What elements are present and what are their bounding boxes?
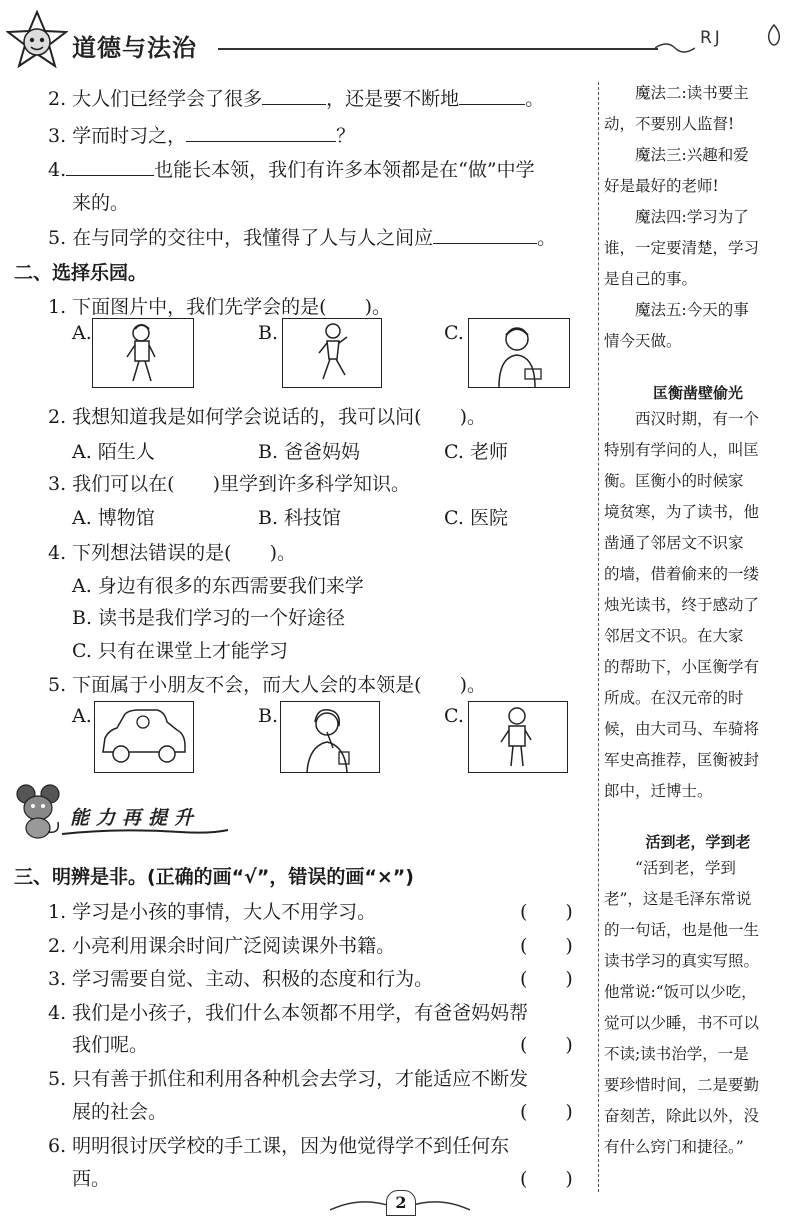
fill-q5-text-b: 。 — [537, 227, 557, 249]
fill-q4-text-b: 也能长本领，我们有许多本领都是在“做”中学 — [154, 159, 535, 181]
choice-q5: 5. 下面属于小朋友不会，而大人会的本领是( )。 — [48, 674, 486, 696]
choice-q4-opt-c[interactable]: C. 只有在课堂上才能学习 — [72, 640, 288, 662]
judge-item-1: 1. 学习是小孩的事情，大人不用学习。 — [48, 901, 377, 923]
star-mascot-icon — [6, 10, 68, 72]
sidebar-line: 军史高推荐，匡衡被封 — [604, 751, 760, 769]
fill-q2 — [48, 84, 544, 111]
fill-q2-text-c: 。 — [525, 88, 545, 110]
fill-q3 — [48, 121, 355, 148]
walking-child-picture — [92, 318, 194, 388]
page-footer — [330, 1188, 470, 1214]
judge-item-6: 6. 明明很讨厌学校的手工课，因为他觉得学不到任何东 — [48, 1135, 510, 1157]
choice-q3-opt-c[interactable]: C. 医院 — [444, 507, 508, 529]
running-child-picture — [282, 318, 382, 388]
answer-blank[interactable] — [66, 159, 154, 176]
walking-child-icon — [93, 319, 193, 387]
choice-q3-opt-b[interactable]: B. 科技馆 — [258, 507, 342, 529]
judge-item-5-cont: 展的社会。 — [72, 1101, 168, 1123]
toothbrush-person-icon — [281, 702, 379, 772]
page-number: 2 — [386, 1190, 416, 1216]
choice-q5-opt-b[interactable]: B. — [258, 705, 279, 727]
driving-car-picture — [94, 701, 194, 773]
header-title: 道德与法治 — [72, 34, 197, 62]
answer-blank[interactable] — [262, 88, 326, 105]
choice-q1-opt-b[interactable]: B. — [258, 322, 279, 344]
boy-standing-picture — [468, 701, 568, 773]
fill-q4 — [48, 155, 535, 182]
answer-blank[interactable] — [186, 125, 336, 142]
choice-q2-opt-a[interactable]: A. 陌生人 — [72, 441, 155, 463]
sidebar-line: 动，不要别人监督! — [604, 115, 735, 133]
fill-q3-text-a: 3. 学而时习之， — [48, 125, 187, 147]
judge-answer-paren[interactable]: ( ) — [520, 1168, 573, 1190]
judge-answer-paren[interactable]: ( ) — [520, 1101, 573, 1123]
choice-q4: 4. 下列想法错误的是( )。 — [48, 542, 296, 564]
sidebar-line: 凿通了邻居文不识家 — [604, 534, 744, 552]
choice-q2: 2. 我想知道我是如何学会说话的，我可以问( )。 — [48, 406, 486, 428]
fill-q5-text-a: 5. 在与同学的交往中，我懂得了人与人之间应 — [48, 227, 434, 249]
sidebar-line: 有什么窍门和捷径。” — [604, 1138, 744, 1156]
fill-q3-text-b: ？ — [336, 125, 356, 147]
banner-underline — [60, 826, 230, 840]
brushing-teeth-picture — [280, 701, 380, 773]
sidebar-magic-tips — [604, 78, 792, 357]
judge-item-3: 3. 学习需要自觉、主动、积极的态度和行为。 — [48, 968, 434, 990]
sidebar-divider — [598, 82, 599, 1192]
child-reading-icon — [469, 319, 569, 387]
banner-title: 能力再提升 — [70, 807, 201, 829]
judge-answer-paren[interactable]: ( ) — [520, 1034, 573, 1056]
sidebar-line: 老”，这是毛泽东常说 — [604, 890, 752, 908]
sidebar-line: 觉可以少睡，书不可以 — [604, 1014, 760, 1032]
sidebar-line: 不读;读书治学，一是 — [604, 1045, 749, 1063]
choice-q1: 1. 下面图片中，我们先学会的是( )。 — [48, 296, 391, 318]
choice-q1-opt-c[interactable]: C. — [444, 322, 464, 344]
page-header — [0, 0, 800, 80]
sidebar-story2-title: 活到老，学到老 — [645, 833, 751, 851]
sidebar-line: 魔法二:读书要主 — [635, 84, 749, 102]
header-rule — [218, 48, 658, 50]
sidebar-line: 好是最好的老师! — [604, 177, 719, 195]
judge-answer-paren[interactable]: ( ) — [520, 968, 573, 990]
sidebar-line: 是自己的事。 — [604, 270, 698, 288]
boy-icon — [469, 702, 567, 772]
choice-q2-opt-c[interactable]: C. 老师 — [444, 441, 508, 463]
section-choice-heading: 二、选择乐园。 — [14, 262, 148, 284]
sidebar-line: 邻居文不识。在大家 — [604, 627, 744, 645]
judge-answer-paren[interactable]: ( ) — [520, 935, 573, 957]
answer-blank[interactable] — [433, 227, 537, 244]
judge-item-6-cont: 西。 — [72, 1168, 111, 1190]
sidebar-line: 读书学习的真实写照。 — [604, 952, 760, 970]
sidebar-line: 西汉时期，有一个 — [635, 410, 760, 428]
edition-tag: RJ — [700, 28, 723, 48]
judge-item-4: 4. 我们是小孩子，我们什么本领都不用学，有爸爸妈妈帮 — [48, 1002, 529, 1024]
mouse-mascot-icon — [12, 782, 64, 840]
sidebar-line: 衡。匡衡小的时候家 — [604, 472, 744, 490]
sidebar-line: 郎中，迁博士。 — [604, 782, 713, 800]
choice-q5-opt-a[interactable]: A. — [72, 705, 92, 727]
child-reading-picture — [468, 318, 570, 388]
fill-q5 — [48, 223, 556, 250]
choice-q5-opt-c[interactable]: C. — [444, 705, 464, 727]
sidebar-line: 的墙，借着偷来的一缕 — [604, 565, 760, 583]
sidebar-line: 的一句话，也是他一生 — [604, 921, 760, 939]
sidebar-line: 奋刻苦，除此以外，没 — [604, 1107, 760, 1125]
sidebar-story2 — [604, 853, 792, 1163]
sidebar-line: 情今天做。 — [604, 332, 682, 350]
sidebar-line: 候，由大司马、车骑将 — [604, 720, 760, 738]
sidebar-line: 特别有学问的人，叫匡 — [604, 441, 760, 459]
sidebar-line: “活到老，学到 — [635, 859, 736, 877]
choice-q3-opt-a[interactable]: A. 博物馆 — [72, 507, 155, 529]
sidebar-story1 — [604, 404, 792, 807]
judge-item-5: 5. 只有善于抓住和利用各种机会去学习，才能适应不断发 — [48, 1068, 529, 1090]
sidebar-line: 魔法五:今天的事 — [635, 301, 749, 319]
sidebar-line: 魔法三:兴趣和爱 — [635, 146, 749, 164]
header-swirl-icon — [655, 38, 695, 58]
choice-q1-opt-a[interactable]: A. — [72, 322, 92, 344]
fill-q2-text-b: ，还是要不断地 — [326, 88, 460, 110]
judge-item-2: 2. 小亮利用课余时间广泛阅读课外书籍。 — [48, 935, 396, 957]
flame-icon — [760, 22, 788, 50]
judge-item-4-cont: 我们呢。 — [72, 1034, 149, 1056]
sidebar-line: 所成。在汉元帝的时 — [604, 689, 744, 707]
judge-answer-paren[interactable]: ( ) — [520, 901, 573, 923]
sidebar-line: 他常说:“饭可以少吃， — [604, 983, 757, 1001]
choice-q4-opt-b[interactable]: B. 读书是我们学习的一个好途径 — [72, 607, 346, 629]
fill-q2-text-a: 2. 大人们已经学会了很多 — [48, 88, 263, 110]
fill-q4-text-a: 4. — [48, 159, 67, 181]
sidebar-story1-title: 匡衡凿壁偷光 — [652, 384, 743, 402]
running-child-icon — [283, 319, 381, 387]
choice-q3: 3. 我们可以在( )里学到许多科学知识。 — [48, 473, 410, 495]
sidebar-line: 谁，一定要清楚，学习 — [604, 239, 760, 257]
sidebar-line: 魔法四:学习为了 — [635, 208, 749, 226]
sidebar-line: 的帮助下，小匡衡学有 — [604, 658, 760, 676]
answer-blank[interactable] — [459, 88, 525, 105]
sidebar-line: 要珍惜时间，二是要勤 — [604, 1076, 760, 1094]
car-icon — [95, 702, 193, 772]
choice-q4-opt-a[interactable]: A. 身边有很多的东西需要我们来学 — [72, 575, 364, 597]
choice-q2-opt-b[interactable]: B. 爸爸妈妈 — [258, 441, 361, 463]
section-judge-heading: 三、明辨是非。(正确的画“√”，错误的画“×”) — [14, 866, 414, 888]
sidebar-line: 境贫寒，为了读书，他 — [604, 503, 760, 521]
sidebar-line: 烛光读书，终于感动了 — [604, 596, 760, 614]
fill-q4-text-c: 来的。 — [72, 192, 130, 214]
